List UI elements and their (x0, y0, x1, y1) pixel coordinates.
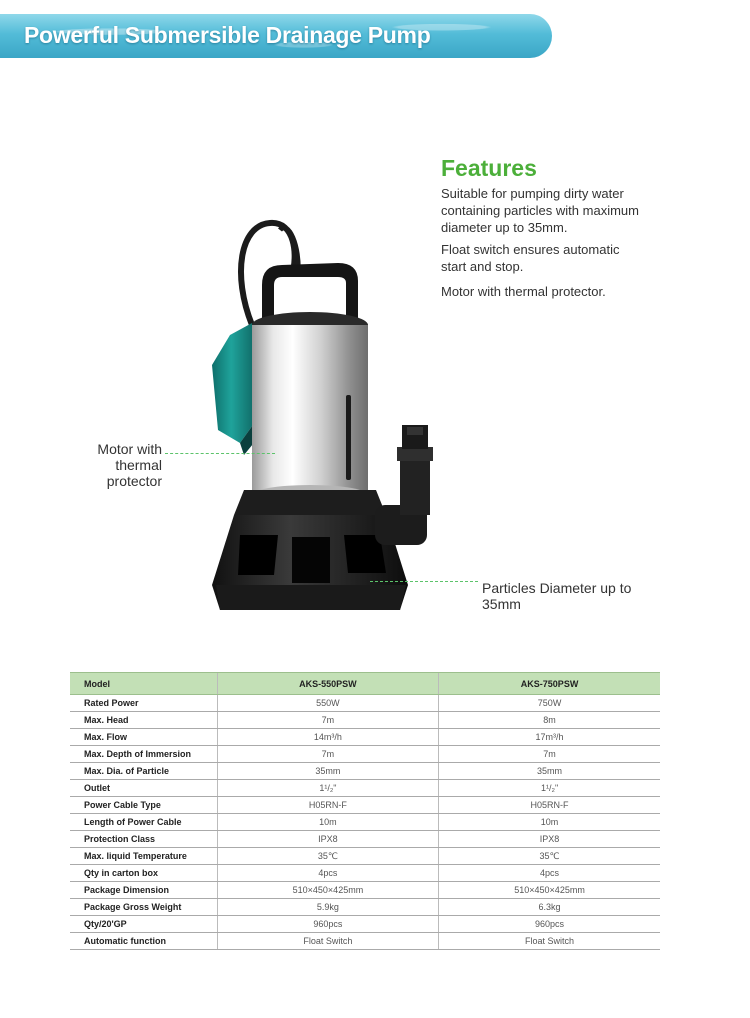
callout-motor-leader (165, 453, 275, 454)
cell-550: 10m (217, 814, 438, 831)
row-label: Outlet (70, 780, 217, 797)
row-label: Power Cable Type (70, 797, 217, 814)
cell-750: 960pcs (439, 916, 660, 933)
cell-550: IPX8 (217, 831, 438, 848)
table-row (70, 848, 660, 865)
row-label: Max. Head (70, 712, 217, 729)
cell-750: 750W (439, 695, 660, 712)
cell-550: 7m (217, 712, 438, 729)
row-label: Length of Power Cable (70, 814, 217, 831)
table-row (70, 933, 660, 950)
title-banner (0, 14, 552, 58)
row-label: Rated Power (70, 695, 217, 712)
row-label: Protection Class (70, 831, 217, 848)
cell-750: 510×450×425mm (439, 882, 660, 899)
table-row (70, 916, 660, 933)
header-model: Model (70, 673, 217, 695)
row-label: Package Gross Weight (70, 899, 217, 916)
row-label: Qty/20'GP (70, 916, 217, 933)
table-row (70, 865, 660, 882)
cell-750: 8m (439, 712, 660, 729)
callout-motor-line2: protector (106, 473, 162, 489)
table-row (70, 763, 660, 780)
callout-particles-line1: Particles Diameter up to (482, 580, 632, 596)
cell-550: 4pcs (217, 865, 438, 882)
cell-550: H05RN-F (217, 797, 438, 814)
header-aks-550psw: AKS-550PSW (217, 673, 438, 695)
cell-750: 1¹/₂" (439, 780, 660, 797)
row-label: Package Dimension (70, 882, 217, 899)
cell-550: 960pcs (217, 916, 438, 933)
header-aks-750psw: AKS-750PSW (439, 673, 660, 695)
row-label: Max. Flow (70, 729, 217, 746)
callout-motor-line1: Motor with thermal (97, 441, 162, 473)
callout-motor (58, 441, 162, 489)
row-label: Automatic function (70, 933, 217, 950)
pump-product-image (200, 215, 460, 635)
table-row (70, 780, 660, 797)
cell-750: H05RN-F (439, 797, 660, 814)
cell-750: 35℃ (439, 848, 660, 865)
cell-750: IPX8 (439, 831, 660, 848)
callout-particles-leader (370, 581, 478, 582)
cell-750: 6.3kg (439, 899, 660, 916)
table-row (70, 712, 660, 729)
spec-table (70, 672, 660, 950)
cell-750: 17m³/h (439, 729, 660, 746)
feature-item-1: Suitable for pumping dirty water containing particles with maximum diameter up to 35mm. (441, 186, 639, 235)
cell-550: Float Switch (217, 933, 438, 950)
features-heading: Features (441, 155, 537, 181)
table-row (70, 797, 660, 814)
page-title: Powerful Submersible Drainage Pump (24, 22, 431, 48)
row-label: Max. Depth of Immersion (70, 746, 217, 763)
row-label: Max. Dia. of Particle (70, 763, 217, 780)
row-label: Max. liquid Temperature (70, 848, 217, 865)
table-header-row (70, 673, 660, 695)
feature-item-2: Float switch ensures automatic start and stop. (441, 242, 620, 274)
row-label: Qty in carton box (70, 865, 217, 882)
table-row (70, 729, 660, 746)
table-row (70, 899, 660, 916)
feature-item-3: Motor with thermal protector. (441, 284, 606, 299)
cell-550: 7m (217, 746, 438, 763)
table-row (70, 814, 660, 831)
table-row (70, 746, 660, 763)
callout-particles-line2: 35mm (482, 596, 521, 612)
cell-550: 35℃ (217, 848, 438, 865)
cell-550: 35mm (217, 763, 438, 780)
table-row (70, 831, 660, 848)
cell-750: 4pcs (439, 865, 660, 882)
cell-750: 7m (439, 746, 660, 763)
cell-550: 5.9kg (217, 899, 438, 916)
cell-550: 1¹/₂" (217, 780, 438, 797)
cell-550: 14m³/h (217, 729, 438, 746)
callout-particles (482, 580, 632, 612)
cell-550: 510×450×425mm (217, 882, 438, 899)
table-row (70, 882, 660, 899)
cell-550: 550W (217, 695, 438, 712)
table-row (70, 695, 660, 712)
cell-750: Float Switch (439, 933, 660, 950)
cell-750: 35mm (439, 763, 660, 780)
cell-750: 10m (439, 814, 660, 831)
